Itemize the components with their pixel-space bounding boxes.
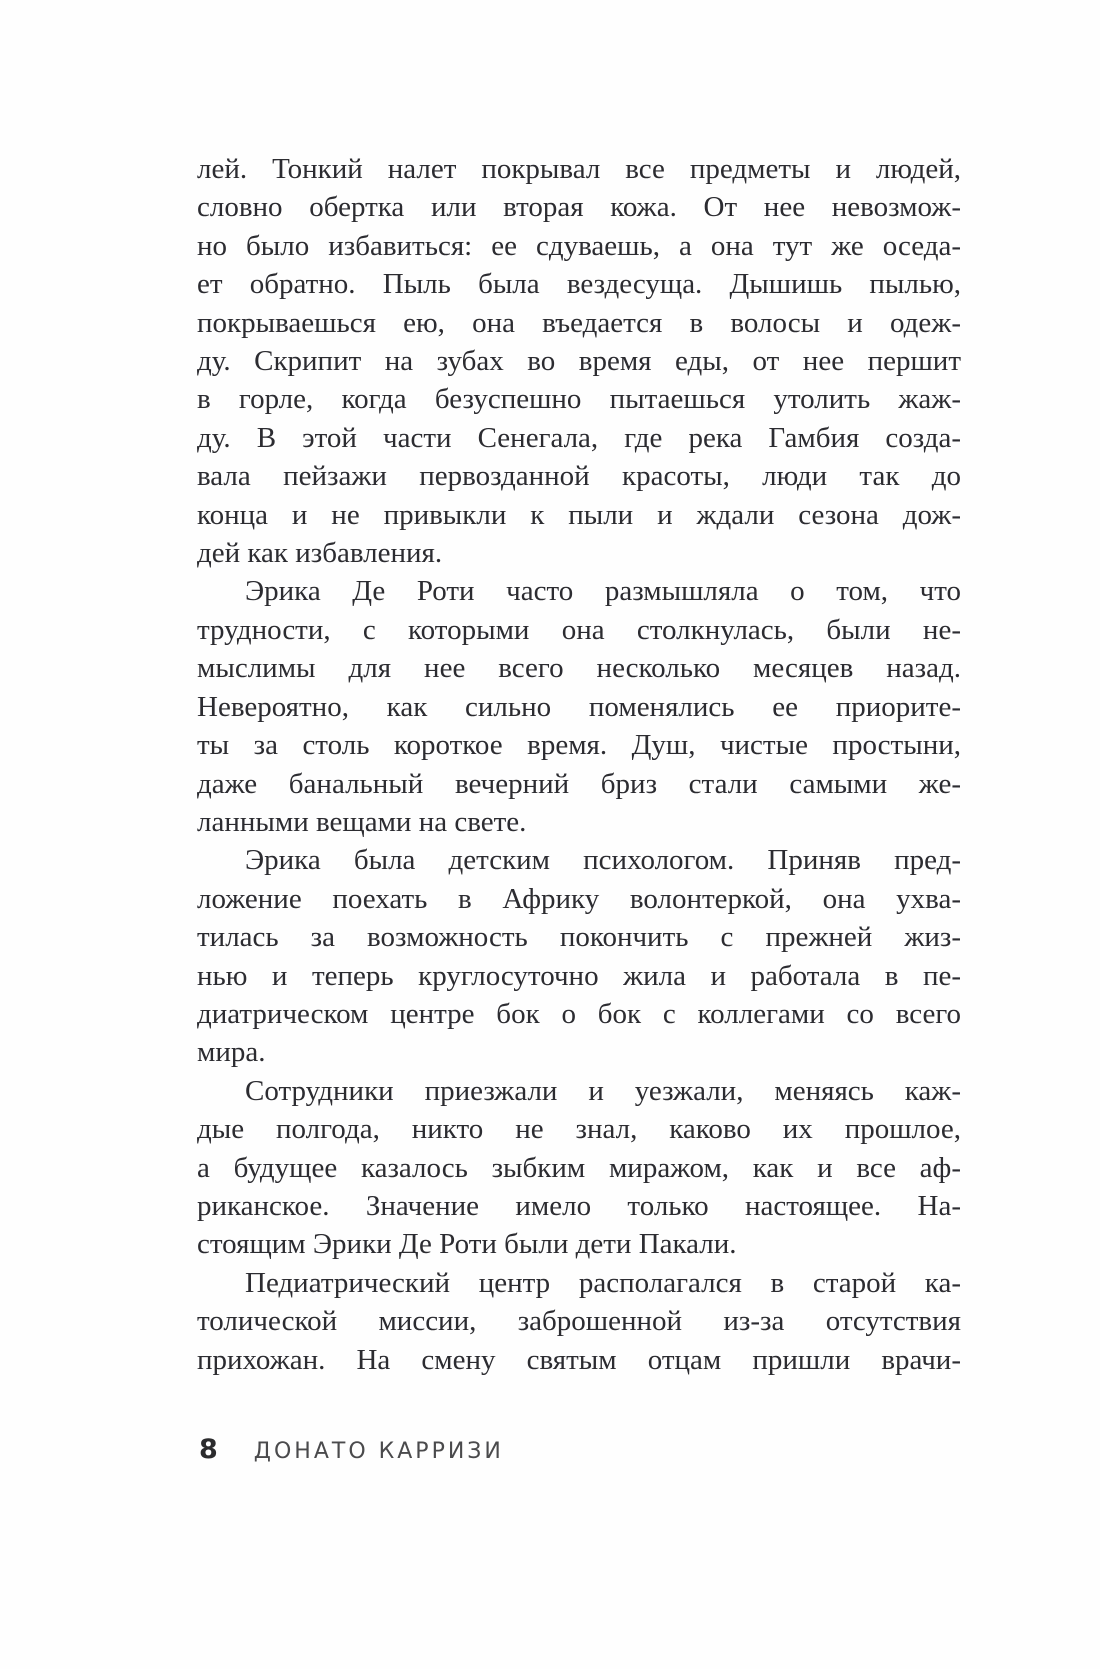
text-line: дей как избавления. — [197, 537, 443, 570]
paragraph — [197, 1072, 961, 1264]
text-line: вала пейзажи первозданной красоты, люди так до — [197, 460, 961, 493]
text-line: даже банальный вечерний бриз стали самыми же- — [197, 767, 961, 800]
text-line: Эрика была детским психологом. Приняв пред- — [245, 844, 961, 877]
text-line: в горле, когда безуспешно пытаешься утолить жаж- — [197, 383, 961, 416]
text-line: диатрическом центре бок о бок с коллегами со всего — [197, 997, 961, 1030]
text-line: но было избавиться: ее сдуваешь, а она тут же оседа- — [197, 229, 961, 262]
running-author: ДОНАТО КАРРИЗИ — [253, 1439, 504, 1464]
text-line: риканское. Значение имело только настоящее. На- — [197, 1189, 961, 1222]
page-footer — [199, 1434, 504, 1465]
paragraph — [197, 841, 961, 1071]
page-number: 8 — [199, 1434, 218, 1465]
text-line: Сотрудники приезжали и уезжали, меняясь каж- — [245, 1074, 961, 1107]
text-line: толической миссии, заброшенной из-за отсутствия — [197, 1305, 961, 1338]
paragraph — [197, 1264, 961, 1379]
text-line: словно обертка или вторая кожа. От нее невозмож- — [197, 191, 961, 224]
text-line: ланными вещами на свете. — [197, 805, 527, 838]
paragraph — [197, 150, 961, 572]
text-line: Педиатрический центр располагался в старой ка- — [245, 1266, 961, 1299]
text-line: лей. Тонкий налет покрывал все предметы и людей, — [197, 153, 961, 185]
text-line: ет обратно. Пыль была вездесуща. Дышишь пылью, — [197, 268, 961, 301]
text-line: ду. В этой части Сенегала, где река Гамбия созда- — [197, 421, 961, 454]
text-line: покрываешься ею, она въедается в волосы и одеж- — [197, 306, 961, 339]
text-line: а будущее казалось зыбким миражом, как и все аф- — [197, 1151, 961, 1184]
text-line: тилась за возможность покончить с прежней жиз- — [197, 921, 961, 954]
text-line: мыслимы для нее всего несколько месяцев назад. — [197, 652, 961, 685]
paragraph — [197, 572, 961, 841]
text-line: Эрика Де Роти часто размышляла о том, что — [245, 575, 961, 608]
text-line: трудности, с которыми она столкнулась, были не- — [197, 613, 961, 646]
page-text — [197, 150, 961, 1379]
text-line: нью и теперь круглосуточно жила и работала в пе- — [197, 959, 961, 992]
text-line: дые полгода, никто не знал, каково их прошлое, — [197, 1113, 961, 1146]
text-line: Невероятно, как сильно поменялись ее приорите- — [197, 690, 961, 723]
text-line: ду. Скрипит на зубах во время еды, от нее першит — [197, 345, 961, 378]
text-line: ложение поехать в Африку волонтеркой, она ухва- — [197, 882, 961, 915]
text-line: конца и не привыкли к пыли и ждали сезона дож- — [197, 498, 961, 531]
text-line: прихожан. На смену святым отцам пришли врачи- — [197, 1343, 961, 1376]
text-line: стоящим Эрики Де Роти были дети Пакали. — [197, 1228, 737, 1261]
text-line: мира. — [197, 1036, 266, 1069]
text-line: ты за столь короткое время. Душ, чистые простыни, — [197, 729, 961, 762]
